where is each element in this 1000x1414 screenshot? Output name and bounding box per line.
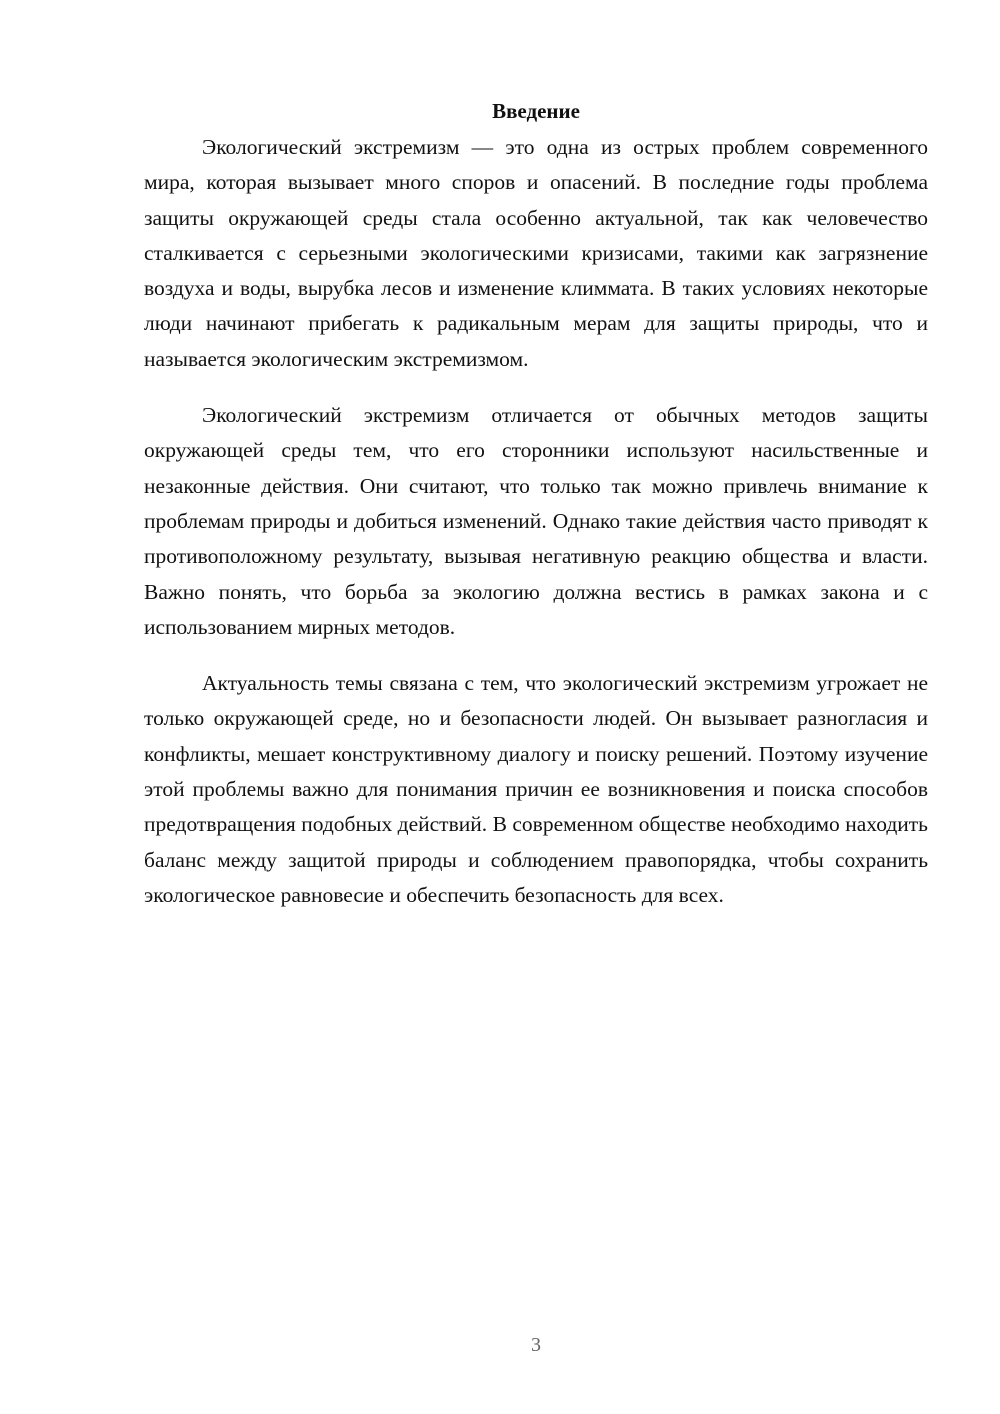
paragraph-3: Актуальность темы связана с тем, что экологический экстремизм угрожает не только окружающей среде, но и безопасности людей. Он вызывает разногласия и конфликты, мешает конструктивному диалогу и поиску решений. Поэтому изучение этой проблемы важно для понимания причин ее возникновения и поиска способов предотвращения подобных действий. В современном обществе необходимо находить баланс между защитой природы и соблюдением правопорядка, чтобы сохранить экологическое равновесие и обеспечить безопасность для всех. — [144, 671, 928, 907]
paragraph-1: Экологический экстремизм — это одна из острых проблем современного мира, которая вызывает много споров и опасений. В последние годы проблема защиты окружающей среды стала особенно актуальной, так как человечество сталкивается с серьезными экологическими кризисами, такими как загрязнение воздуха и воды, вырубка лесов и изменение климмата. В таких условиях некоторые люди начинают прибегать к радикальным мерам для защиты природы, что и называется экологическим экстремизмом. — [144, 135, 928, 371]
section-title: Введение — [492, 99, 580, 123]
page-content — [144, 96, 928, 934]
page-number: 3 — [531, 1334, 541, 1356]
paragraph-2: Экологический экстремизм отличается от обычных методов защиты окружающей среды тем, что его сторонники используют насильственные и незаконные действия. Они считают, что только так можно привлечь внимание к проблемам природы и добиться изменений. Однако такие действия часто приводят к противоположному результату, вызывая негативную реакцию общества и власти. Важно понять, что борьба за экологию должна вестись в рамках закона и с использованием мирных методов. — [144, 403, 928, 639]
